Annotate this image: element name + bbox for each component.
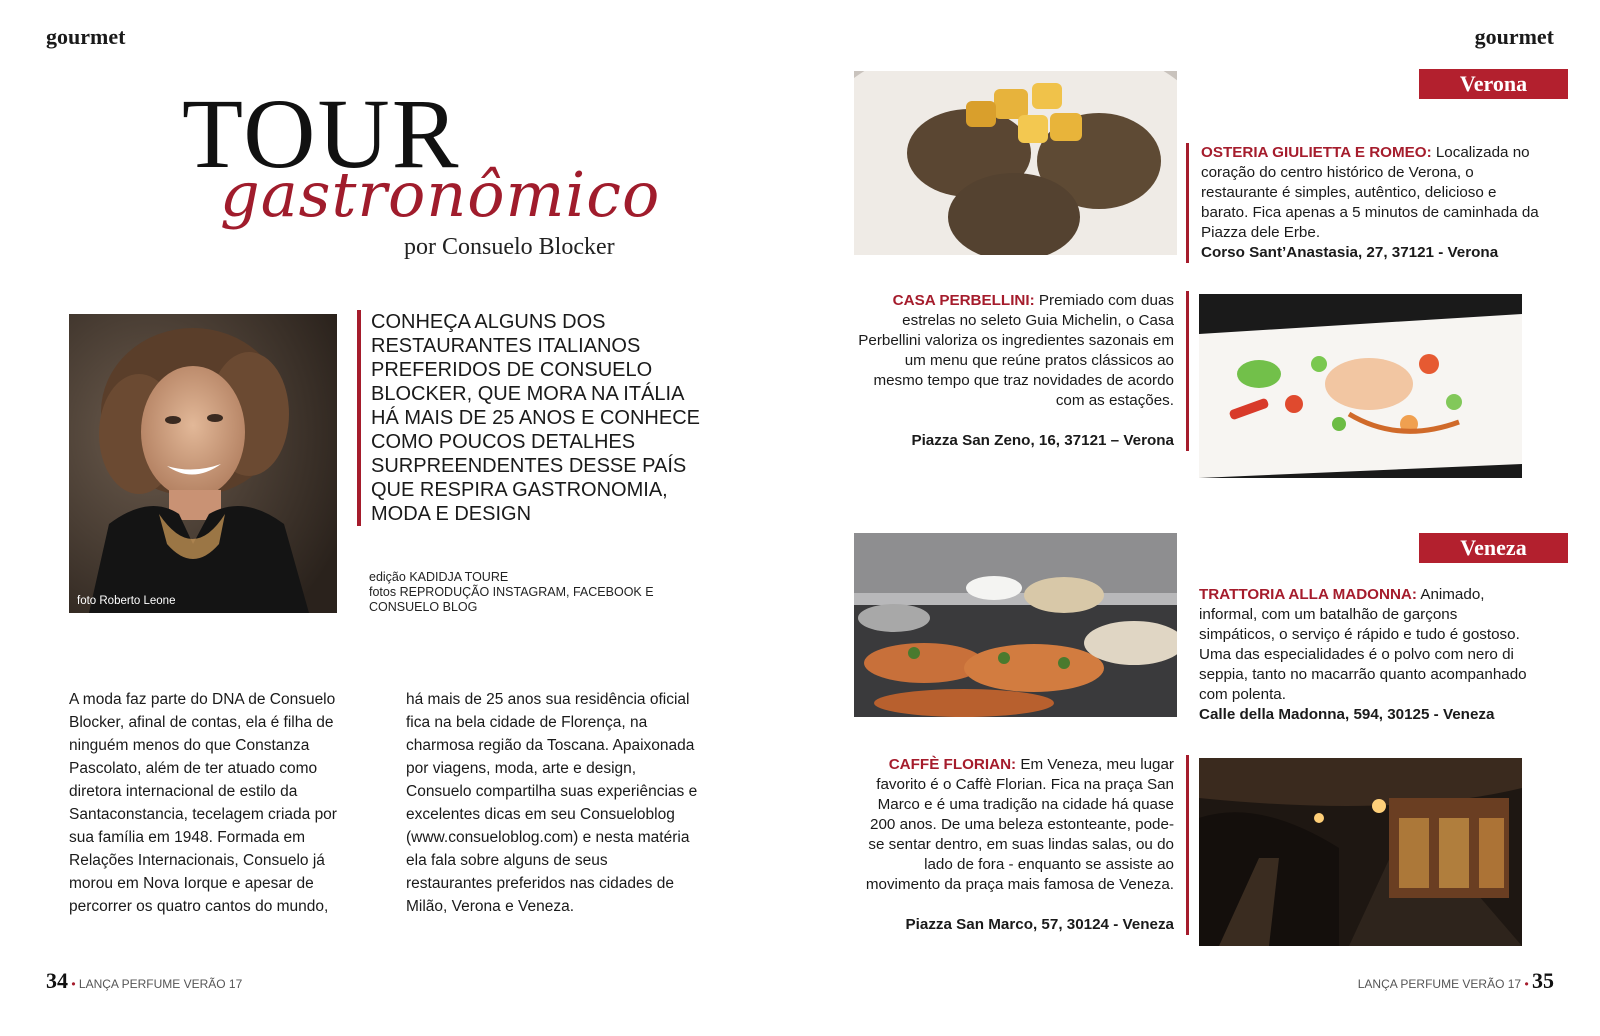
restaurant-name: OSTERIA GIULIETTA E ROMEO: xyxy=(1201,144,1432,161)
portrait-photo xyxy=(69,314,337,613)
photos-sources: REPRODUÇÃO INSTAGRAM, FACEBOOK E CONSUELO BLOG xyxy=(369,585,654,614)
restaurant-description: Animado, informal, com um batalhão de garçons simpáticos, o serviço é rápido e tudo é gostoso. Uma das especialidades é o polvo com nero di seppia, tanto no macarrão quanto acompanhado com polenta. xyxy=(1199,586,1527,703)
restaurant-address: Piazza San Zeno, 16, 37121 – Verona xyxy=(911,432,1174,449)
photos-credit xyxy=(369,585,679,615)
restaurant-name: CAFFÈ FLORIAN: xyxy=(888,756,1017,773)
restaurant-name: CASA PERBELLINI: xyxy=(892,292,1035,309)
restaurant-address: Piazza San Marco, 57, 30124 - Veneza xyxy=(905,916,1174,933)
body-column-2: há mais de 25 anos sua residência oficial fica na bela cidade de Florença, na charmosa região da Toscana. Apaixonada por viagens, moda, arte e design, Consuelo compartilha suas experiências e excelentes dicas em seu Consueloblog (www.consueloblog.com) e nesta matéria ela fala sobre alguns de seus restaurantes preferidos nas cidades de Milão, Verona e Veneza. xyxy=(406,691,698,915)
restaurant-description: Premiado com duas estrelas no seleto Guia Michelin, o Casa Perbellini valoriza os ingredientes sazonais em um menu que reúne pratos clássicos ao mesmo tempo que traz novidades de acordo com as estações. xyxy=(858,292,1174,409)
edition-name: KADIDJA TOURE xyxy=(409,570,509,584)
footer-right xyxy=(1358,968,1554,994)
photo-madonna-buffet xyxy=(854,533,1177,717)
footer-dot-right: • xyxy=(1524,977,1529,991)
magazine-name-left: LANÇA PERFUME VERÃO 17 xyxy=(78,977,243,991)
photo-florian-interior xyxy=(1199,758,1522,946)
body-column-1: A moda faz parte do DNA de Consuelo Blocker, afinal de contas, ela é filha de ninguém menos do que Constanza Pascolato, além de ter atuado como diretora internacional de estilo da Santaconstancia, tecelagem criada por sua família em 1948. Formada em Relações Internacionais, Consuelo já morou em Nova Iorque e apesar de percorrer os quatro cantos do mundo, xyxy=(69,691,337,915)
city-band-verona: Verona xyxy=(1419,69,1568,99)
credits xyxy=(369,570,679,615)
edition-credit xyxy=(369,570,679,585)
lead-paragraph: CONHEÇA ALGUNS DOS RESTAURANTES ITALIANOS PREFERIDOS DE CONSUELO BLOCKER, QUE MORA NA ITÁLIA HÁ MAIS DE 25 ANOS E CONHECE COMO POUCOS DETALHES SURPREENDENTES DESSE PAÍS QUE RESPIRA GASTRONOMIA, MODA E DESIGN xyxy=(357,310,711,526)
section-label-left: gourmet xyxy=(46,24,126,49)
magazine-name-right: LANÇA PERFUME VERÃO 17 xyxy=(1357,977,1522,991)
restaurant-entry-madonna xyxy=(1199,585,1529,725)
restaurant-entry-perbellini xyxy=(857,291,1189,451)
footer-left xyxy=(46,968,242,994)
photo-osteria-dish xyxy=(854,71,1177,255)
byline: por Consuelo Blocker xyxy=(404,234,615,260)
restaurant-address: Calle della Madonna, 594, 30125 - Veneza xyxy=(1199,706,1495,723)
restaurant-entry-florian xyxy=(857,755,1189,935)
restaurant-address: Corso Sant’Anastasia, 27, 37121 - Verona xyxy=(1201,244,1499,261)
restaurant-name: TRATTORIA ALLA MADONNA: xyxy=(1199,586,1417,603)
portrait-image xyxy=(69,314,337,613)
page-number-right: 35 xyxy=(1532,968,1554,993)
article-title: TOUR xyxy=(182,78,461,189)
restaurant-entry-osteria xyxy=(1186,143,1541,263)
photos-prefix: fotos xyxy=(369,585,397,599)
restaurant-description: Em Veneza, meu lugar favorito é o Caffè Florian. Fica na praça San Marco e é uma tradição na cidade há quase 200 anos. De uma beleza estonteante, pode-se sentar dentro, em suas lindas salas, ou do lado de fora - enquanto se assiste ao movimento da praça mais famosa de Veneza. xyxy=(865,756,1174,893)
section-label-right: gourmet xyxy=(1474,24,1554,49)
footer-dot-left: • xyxy=(71,977,76,991)
article-subtitle: gastronômico xyxy=(220,158,661,231)
city-band-veneza: Veneza xyxy=(1419,533,1568,563)
photo-perbellini-dish xyxy=(1199,294,1522,478)
page-number-left: 34 xyxy=(46,968,68,993)
restaurant-description: Localizada no coração do centro histórico de Verona, o restaurante é simples, autêntico, delicioso e barato. Fica apenas a 5 minutos de caminhada da Piazza dele Erbe. xyxy=(1201,144,1539,241)
photo-credit: foto Roberto Leone xyxy=(77,595,176,607)
edition-prefix: edição xyxy=(369,570,406,584)
